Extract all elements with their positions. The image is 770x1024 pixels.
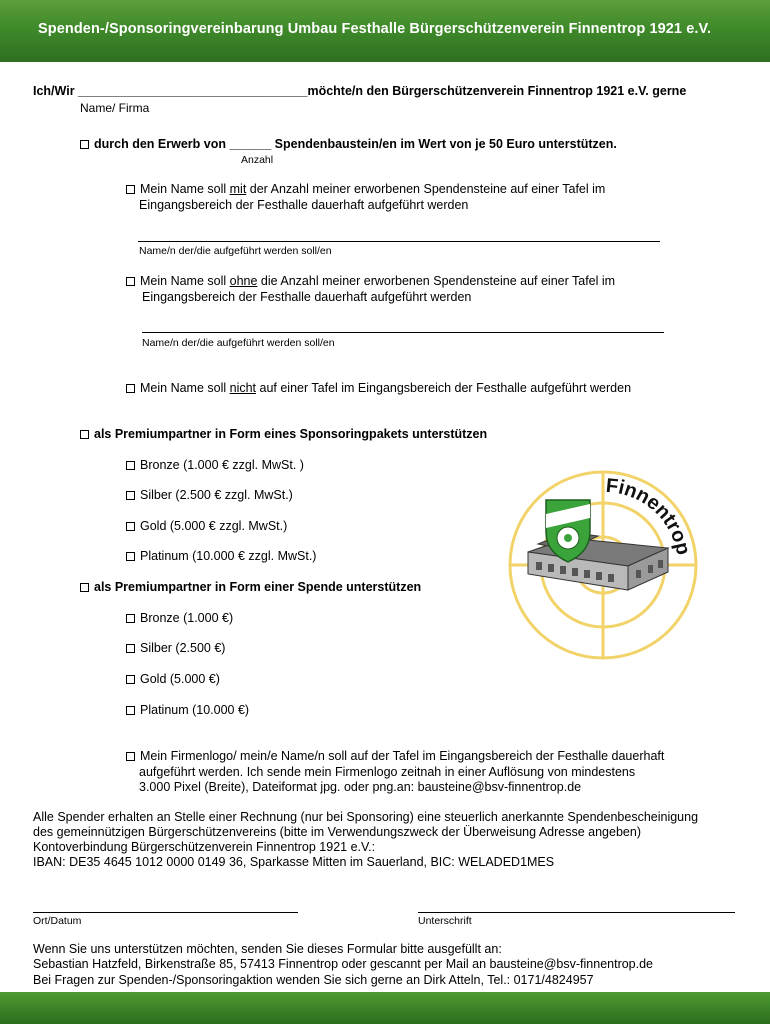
checkbox[interactable]: [80, 583, 89, 592]
logo-text: Finnentrop: [604, 474, 695, 557]
sponsoring-item-silber[interactable]: [126, 488, 293, 502]
contact-line2: Sebastian Hatzfeld, Birkenstraße 85, 57413 Finnentrop oder gescannt per Mail an bausteine@bsv-finnentrop.de: [33, 957, 654, 971]
opt-nicht-emph: nicht: [229, 381, 257, 395]
item-label: Platinum (10.000 €): [140, 703, 250, 717]
option-spendensteine[interactable]: [80, 137, 617, 151]
opt-mit-pre: Mein Name soll: [140, 182, 230, 196]
intro-line: [33, 84, 686, 98]
spende-item-bronze[interactable]: [126, 611, 233, 625]
checkbox[interactable]: [126, 706, 135, 715]
item-label: Gold (5.000 €): [140, 672, 220, 686]
opt-mit-line2: Eingangsbereich der Festhalle dauerhaft aufgeführt werden: [139, 198, 469, 212]
option-spende[interactable]: [80, 580, 421, 594]
checkbox[interactable]: [126, 614, 135, 623]
intro-name-blank[interactable]: _________________________________: [78, 84, 308, 98]
intro-rest: möchte/n den Bürgerschützenverein Finnentrop 1921 e.V. gerne: [307, 84, 687, 98]
item-label: Bronze (1.000 €): [140, 611, 234, 625]
item-label: Silber (2.500 € zzgl. MwSt.): [140, 488, 293, 502]
spende-item-gold[interactable]: [126, 672, 220, 686]
name-firma-label: Name/ Firma: [80, 101, 150, 115]
item-label: Silber (2.500 €): [140, 641, 226, 655]
opt-ohne-pre: Mein Name soll: [140, 274, 230, 288]
sponsoring-item-gold[interactable]: [126, 519, 287, 533]
spende-item-platinum[interactable]: [126, 703, 249, 717]
anzahl-blank[interactable]: ______: [229, 137, 272, 151]
info-line2: des gemeinnützigen Bürgerschützenvereins (bitte im Verwendungszweck der Überweisung Adresse angeben): [33, 825, 641, 839]
checkbox[interactable]: [126, 384, 135, 393]
opt-ohne-emph: ohne: [229, 274, 258, 288]
finnentrop-logo: [508, 470, 698, 660]
anzahl-label: Anzahl: [241, 154, 274, 166]
firmenlogo-line3: 3.000 Pixel (Breite), Dateiformat jpg. oder png.an: bausteine@bsv-finnentrop.de: [139, 780, 582, 794]
footer-band: [0, 992, 770, 1024]
checkbox[interactable]: [126, 552, 135, 561]
opt-nicht-pre: Mein Name soll: [140, 381, 230, 395]
name-line-ohne[interactable]: [142, 332, 664, 333]
contact-line1: Wenn Sie uns unterstützen möchten, senden Sie dieses Formular bitte ausgefüllt an:: [33, 942, 502, 956]
name-caption-mit: Name/n der/die aufgeführt werden soll/en: [139, 245, 332, 257]
opt-mit-post: der Anzahl meiner erworbenen Spendensteine auf einer Tafel im: [246, 182, 606, 196]
ort-datum-line[interactable]: [33, 912, 298, 913]
option-name-mit[interactable]: [126, 182, 605, 196]
checkbox[interactable]: [126, 277, 135, 286]
sponsoring-item-platinum[interactable]: [126, 549, 316, 563]
item-label: Bronze (1.000 € zzgl. MwSt. ): [140, 458, 304, 472]
contact-line3: Bei Fragen zur Spenden-/Sponsoringaktion wenden Sie sich gerne an Dirk Atteln, Tel.: 0171/4824957: [33, 973, 594, 987]
page-title: Spenden-/Sponsoringvereinbarung Umbau Festhalle Bürgerschützenverein Finnentrop 1921 e.V.: [38, 21, 712, 37]
item-label: Gold (5.000 € zzgl. MwSt.): [140, 519, 288, 533]
spende-item-silber[interactable]: [126, 641, 225, 655]
checkbox[interactable]: [126, 461, 135, 470]
header-band: [0, 0, 770, 62]
option-sponsoring[interactable]: [80, 427, 487, 441]
opt-ohne-line2: Eingangsbereich der Festhalle dauerhaft aufgeführt werden: [142, 290, 472, 304]
sponsoring-item-bronze[interactable]: [126, 458, 304, 472]
firmenlogo-line1: Mein Firmenlogo/ mein/e Name/n soll auf der Tafel im Eingangsbereich der Festhalle dauerhaft: [140, 749, 665, 763]
option-firmenlogo[interactable]: [126, 749, 664, 763]
sponsoring-heading: als Premiumpartner in Form eines Sponsoringpakets unterstützen: [94, 427, 488, 441]
item-label: Platinum (10.000 € zzgl. MwSt.): [140, 549, 317, 563]
name-line-mit[interactable]: [138, 241, 660, 242]
iban-line: IBAN: DE35 4645 1012 0000 0149 36, Sparkasse Mitten im Sauerland, BIC: WELADED1MES: [33, 855, 555, 869]
opt-ohne-post: die Anzahl meiner erworbenen Spendensteine auf einer Tafel im: [257, 274, 616, 288]
name-caption-ohne: Name/n der/die aufgeführt werden soll/en: [142, 337, 335, 349]
checkbox[interactable]: [126, 185, 135, 194]
checkbox[interactable]: [126, 644, 135, 653]
option-name-ohne[interactable]: [126, 274, 615, 288]
option-pre: durch den Erwerb von: [94, 137, 226, 151]
info-line1: Alle Spender erhalten an Stelle einer Rechnung (nur bei Sponsoring) eine steuerlich anerkannte Spendenbescheinigung: [33, 810, 699, 824]
option-post: Spendenbaustein/en im Wert von je 50 Euro unterstützen.: [274, 137, 617, 151]
intro-ichwir: Ich/Wir: [33, 84, 75, 98]
checkbox[interactable]: [126, 752, 135, 761]
checkbox[interactable]: [126, 675, 135, 684]
ort-datum-label: Ort/Datum: [33, 915, 82, 927]
unterschrift-label: Unterschrift: [418, 915, 472, 927]
checkbox[interactable]: [126, 491, 135, 500]
info-line3: Kontoverbindung Bürgerschützenverein Finnentrop 1921 e.V.:: [33, 840, 376, 854]
checkbox[interactable]: [80, 140, 89, 149]
checkbox[interactable]: [126, 522, 135, 531]
opt-nicht-post: auf einer Tafel im Eingangsbereich der Festhalle aufgeführt werden: [256, 381, 632, 395]
firmenlogo-line2: aufgeführt werden. Ich sende mein Firmenlogo zeitnah in einer Auflösung von mindestens: [139, 765, 636, 779]
unterschrift-line[interactable]: [418, 912, 735, 913]
spende-heading: als Premiumpartner in Form einer Spende unterstützen: [94, 580, 422, 594]
opt-mit-emph: mit: [229, 182, 247, 196]
option-name-nicht[interactable]: [126, 381, 631, 395]
checkbox[interactable]: [80, 430, 89, 439]
